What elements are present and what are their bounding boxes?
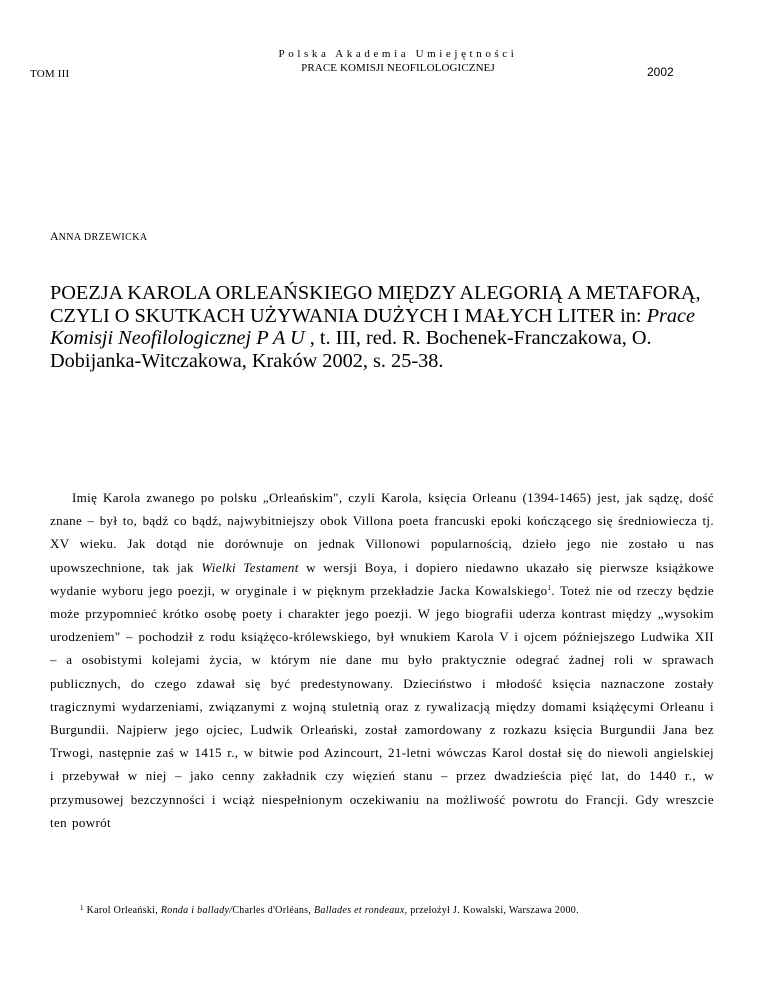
body-part-1: Imię Karola zwanego po polsku „Orleańskim", czyli Karola, księcia Orleanu (1394-1465) jest, jak sądzę, dość znane – był to, bądź co bądź, najwybitniejszy obok Villona poeta francuski epoki kończącego się średniowiecza tj. XV wieku. Jak dotąd nie dorównuje on jednak Villonowi popularnością, dzieło jego nie zostało u nas upowszechnione, tak jak xyxy=(50,490,714,575)
body-italic-title: Wielki Testament xyxy=(201,559,299,575)
title-in-label: in: xyxy=(615,304,647,327)
footnote xyxy=(80,904,740,916)
body-part-3: . Toteż nie od rzeczy będzie może przypomnieć krótko osobę poety i charakter jego poezji. W jego biografii uderza kontrast między „wysokim urodzeniem" – pochodził z rodu książęco-królewskiego, był wnukiem Karola V i ojcem późniejszego Ludwika XII – a osobistymi kolejami życia, w którym nie dane mu było praktycznie odegrać żadnej roli w sprawach publicznych, do czego zdawał się być predestynowany. Dzieciństwo i młodość księcia naznaczone zostały tragicznymi wydarzeniami, związanymi z wojną stuletnią oraz z rywalizacją między domami książęcymi Orleanu i Burgundii. Najpierw jego ojciec, Ludwik Orleański, został zamordowany z rozkazu księcia Burgundii Jana bez Trwogi, następnie zaś w 1415 r., w bitwie pod Azincourt, 21-letni wówczas Karol dostał się do niewoli angielskiej i przebywał w niej – jako cenny zakładnik czy więzień stanu – przez dwadzieścia pięć lat, do 1440 r., w przymusowej bezczynności i wciąż niespełnionym oczekiwaniu na możliwość powrotu do Francji. Gdy wreszcie ten powrót xyxy=(50,582,714,830)
footnote-reference: 1 xyxy=(547,583,552,592)
year-label: 2002 xyxy=(647,65,674,79)
article-title xyxy=(50,282,740,372)
academy-name: Polska Akademia Umiejętności xyxy=(278,48,518,60)
body-paragraph xyxy=(50,486,714,834)
title-details: , t. III, red. R. Bochenek-Franczakowa, O. Dobijanka-Witczakowa, Kraków 2002, s. 25-38. xyxy=(50,327,652,372)
body-part-2: w wersji Boya, i dopiero niedawno ukazało się pierwsze książkowe wydanie wyboru jego poezji, w oryginale i w pięknym przekładzie Jacka Kowalskiego xyxy=(50,559,714,598)
footnote-italic-2: Ballades et rondeaux, xyxy=(313,905,408,916)
body-text xyxy=(50,486,714,834)
volume-label: TOM III xyxy=(30,68,70,80)
series-name: PRACE KOMISJI NEOFILOLOGICZNEJ xyxy=(301,62,495,74)
title-journal: Prace Komisji Neofilologicznej P A U xyxy=(50,304,696,350)
footnote-part-2: Charles d'Orléans, xyxy=(232,905,314,916)
author-initial: A xyxy=(50,229,59,243)
title-main: POEZJA KAROLA ORLEAŃSKIEGO MIĘDZY ALEGORIĄ A METAFORĄ, CZYLI O SKUTKACH UŻYWANIA DUŻYCH I MAŁYCH LITER xyxy=(50,282,701,327)
footnote-number: 1 xyxy=(80,904,84,912)
author-name xyxy=(50,229,147,244)
footnote-italic-1: Ronda i ballady/ xyxy=(160,905,233,916)
footnote-part-1: Karol Orleański, xyxy=(83,905,161,916)
author-rest: NNA DRZEWICKA xyxy=(58,232,148,243)
footnote-part-3: przełożył J. Kowalski, Warszawa 2000. xyxy=(407,905,579,916)
